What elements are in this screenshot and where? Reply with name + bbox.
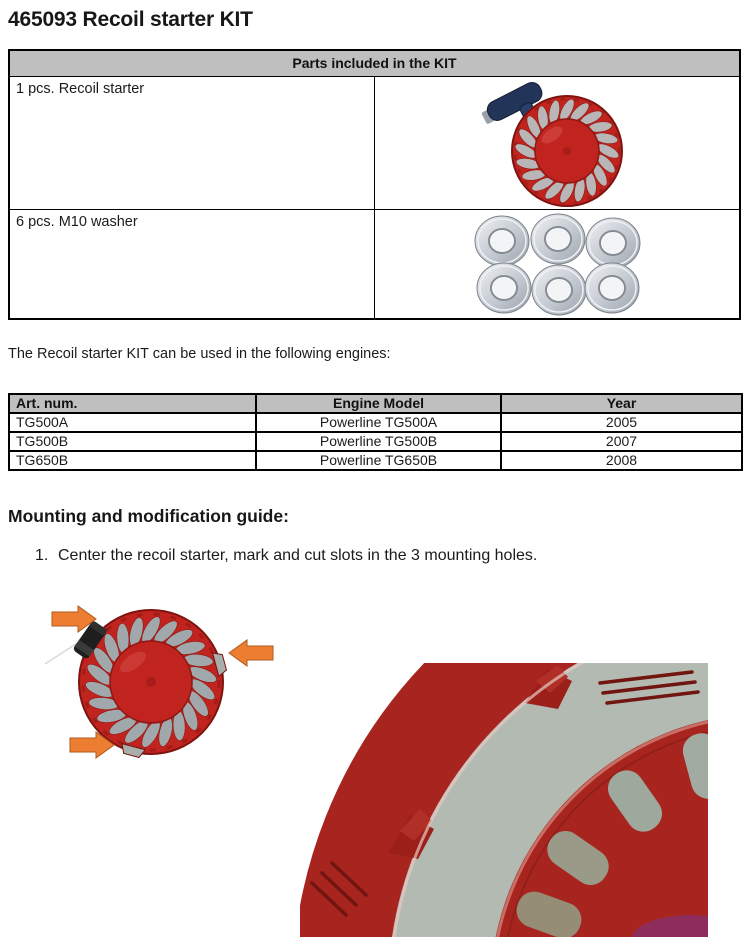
part-label-recoil-starter: 1 pcs. Recoil starter [9, 76, 375, 209]
guide-heading: Mounting and modification guide: [8, 505, 289, 526]
mounting-holes-arrows-photo [45, 600, 300, 810]
parts-table [8, 49, 741, 320]
engines-table [8, 393, 743, 471]
cell-year: 2007 [501, 432, 742, 451]
washer-group [475, 214, 640, 315]
step-number: 1. [35, 546, 49, 564]
document-page [0, 8, 749, 565]
recoil-starter-photo [432, 79, 682, 207]
table-row [9, 209, 740, 319]
table-row [9, 413, 742, 432]
table-row [9, 451, 742, 470]
cell-art-num: TG500B [9, 432, 256, 451]
step-1 [35, 547, 741, 565]
cell-year: 2005 [501, 413, 742, 432]
mounting-slot-closeup-photo [300, 663, 708, 937]
arrow-left-icon [229, 640, 273, 666]
cell-engine-model: Powerline TG500A [256, 413, 501, 432]
parts-table-header-row [9, 50, 740, 76]
part-label-m10-washer: 6 pcs. M10 washer [9, 209, 375, 319]
starter-rope-line [45, 642, 79, 664]
starter-body [512, 96, 622, 206]
column-header-art-num: Art. num. [9, 394, 256, 413]
m10-washers-photo [462, 212, 652, 316]
table-row [9, 76, 740, 209]
cell-art-num: TG650B [9, 451, 256, 470]
column-header-engine-model: Engine Model [256, 394, 501, 413]
engines-table-header-row [9, 394, 742, 413]
page-title: 465093 Recoil starter KIT [8, 8, 253, 31]
column-header-year: Year [501, 394, 742, 413]
cell-year: 2008 [501, 451, 742, 470]
cell-engine-model: Powerline TG650B [256, 451, 501, 470]
part-image-cell [375, 76, 741, 209]
cell-art-num: TG500A [9, 413, 256, 432]
cell-engine-model: Powerline TG500B [256, 432, 501, 451]
table-row [9, 432, 742, 451]
intro-text: The Recoil starter KIT can be used in the following engines: [8, 345, 391, 362]
part-image-cell [375, 209, 741, 319]
parts-table-header: Parts included in the KIT [9, 50, 740, 76]
step-text: Center the recoil starter, mark and cut slots in the 3 mounting holes. [58, 546, 538, 564]
